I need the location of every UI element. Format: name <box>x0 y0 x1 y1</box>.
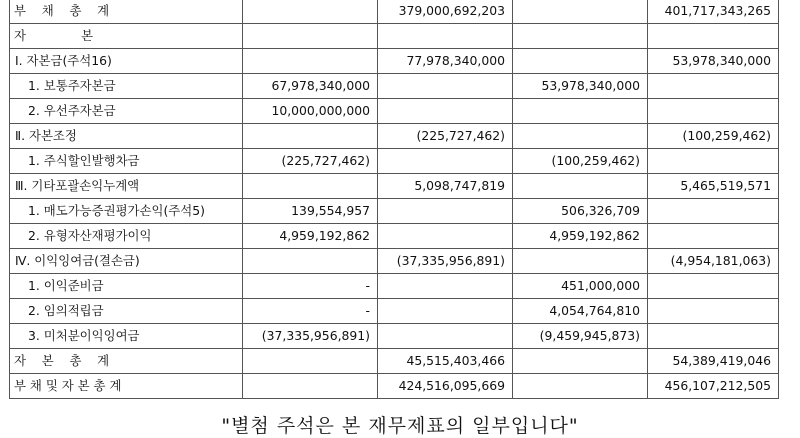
amount-cell <box>378 299 513 324</box>
amount-cell: 53,978,340,000 <box>648 49 779 74</box>
amount-cell: 77,978,340,000 <box>378 49 513 74</box>
amount-cell <box>648 149 779 174</box>
table-row <box>10 199 779 224</box>
row-label: 2. 우선주자본금 <box>10 99 243 124</box>
amount-cell: (9,459,945,873) <box>513 324 648 349</box>
amount-cell: 53,978,340,000 <box>513 74 648 99</box>
row-label: 2. 임의적립금 <box>10 299 243 324</box>
amount-cell: 67,978,340,000 <box>243 74 378 99</box>
table-row <box>10 74 779 99</box>
amount-cell <box>513 0 648 24</box>
amount-cell <box>243 174 378 199</box>
amount-cell <box>378 274 513 299</box>
amount-cell <box>243 249 378 274</box>
row-label: 자 본 총 계 <box>10 349 243 374</box>
amount-cell <box>648 299 779 324</box>
row-label: 부 채 총 계 <box>10 0 243 24</box>
amount-cell <box>648 74 779 99</box>
amount-cell <box>243 24 378 49</box>
amount-cell: 456,107,212,505 <box>648 374 779 399</box>
amount-cell <box>513 24 648 49</box>
amount-cell <box>243 349 378 374</box>
amount-cell: (100,259,462) <box>648 124 779 149</box>
row-label: 2. 유형자산재평가이익 <box>10 224 243 249</box>
row-label: 1. 보통주자본금 <box>10 74 243 99</box>
amount-cell: 139,554,957 <box>243 199 378 224</box>
amount-cell <box>513 49 648 74</box>
amount-cell: 45,515,403,466 <box>378 349 513 374</box>
amount-cell: (4,954,181,063) <box>648 249 779 274</box>
amount-cell <box>648 24 779 49</box>
table-row <box>10 274 779 299</box>
table-row <box>10 174 779 199</box>
row-label: 자 본 <box>10 24 243 49</box>
amount-cell: (225,727,462) <box>378 124 513 149</box>
amount-cell <box>513 124 648 149</box>
row-label: 3. 미처분이익잉여금 <box>10 324 243 349</box>
table-row <box>10 349 779 374</box>
amount-cell: 5,098,747,819 <box>378 174 513 199</box>
table-row <box>10 99 779 124</box>
footer-note: "별첨 주석은 본 재무제표의 일부입니다" <box>221 415 579 437</box>
amount-cell: 10,000,000,000 <box>243 99 378 124</box>
row-label: Ⅱ. 자본조정 <box>10 124 243 149</box>
table-row <box>10 299 779 324</box>
amount-cell: 54,389,419,046 <box>648 349 779 374</box>
amount-cell: 5,465,519,571 <box>648 174 779 199</box>
amount-cell: 401,717,343,265 <box>648 0 779 24</box>
amount-cell: 379,000,692,203 <box>378 0 513 24</box>
row-label: Ⅳ. 이익잉여금(결손금) <box>10 249 243 274</box>
table-row <box>10 0 779 24</box>
amount-cell: - <box>243 299 378 324</box>
amount-cell <box>648 274 779 299</box>
amount-cell <box>513 174 648 199</box>
row-label: 1. 매도가능증권평가손익(주석5) <box>10 199 243 224</box>
amount-cell <box>648 324 779 349</box>
row-label: 1. 주식할인발행차금 <box>10 149 243 174</box>
amount-cell <box>648 99 779 124</box>
amount-cell: 4,959,192,862 <box>513 224 648 249</box>
balance-sheet-table <box>9 0 779 399</box>
table-row <box>10 224 779 249</box>
table-row <box>10 249 779 274</box>
amount-cell <box>243 0 378 24</box>
row-label: Ⅰ. 자본금(주석16) <box>10 49 243 74</box>
amount-cell <box>513 349 648 374</box>
table-row <box>10 49 779 74</box>
row-label: Ⅲ. 기타포괄손익누계액 <box>10 174 243 199</box>
row-label: 부 채 및 자 본 총 계 <box>10 374 243 399</box>
amount-cell: 506,326,709 <box>513 199 648 224</box>
amount-cell: 4,959,192,862 <box>243 224 378 249</box>
amount-cell <box>378 99 513 124</box>
amount-cell: 424,516,095,669 <box>378 374 513 399</box>
amount-cell <box>648 224 779 249</box>
amount-cell: (37,335,956,891) <box>378 249 513 274</box>
row-label: 1. 이익준비금 <box>10 274 243 299</box>
amount-cell: (37,335,956,891) <box>243 324 378 349</box>
amount-cell <box>513 374 648 399</box>
amount-cell <box>513 99 648 124</box>
amount-cell: 451,000,000 <box>513 274 648 299</box>
amount-cell <box>513 249 648 274</box>
table-row <box>10 149 779 174</box>
amount-cell: (225,727,462) <box>243 149 378 174</box>
amount-cell <box>243 374 378 399</box>
amount-cell: 4,054,764,810 <box>513 299 648 324</box>
amount-cell: (100,259,462) <box>513 149 648 174</box>
amount-cell <box>378 74 513 99</box>
amount-cell <box>378 149 513 174</box>
table-row <box>10 324 779 349</box>
amount-cell <box>243 124 378 149</box>
amount-cell <box>378 224 513 249</box>
balance-sheet-body <box>10 0 779 399</box>
amount-cell <box>378 24 513 49</box>
table-row <box>10 24 779 49</box>
amount-cell <box>648 199 779 224</box>
table-row <box>10 124 779 149</box>
amount-cell <box>243 49 378 74</box>
table-row <box>10 374 779 399</box>
amount-cell <box>378 199 513 224</box>
amount-cell <box>378 324 513 349</box>
amount-cell: - <box>243 274 378 299</box>
